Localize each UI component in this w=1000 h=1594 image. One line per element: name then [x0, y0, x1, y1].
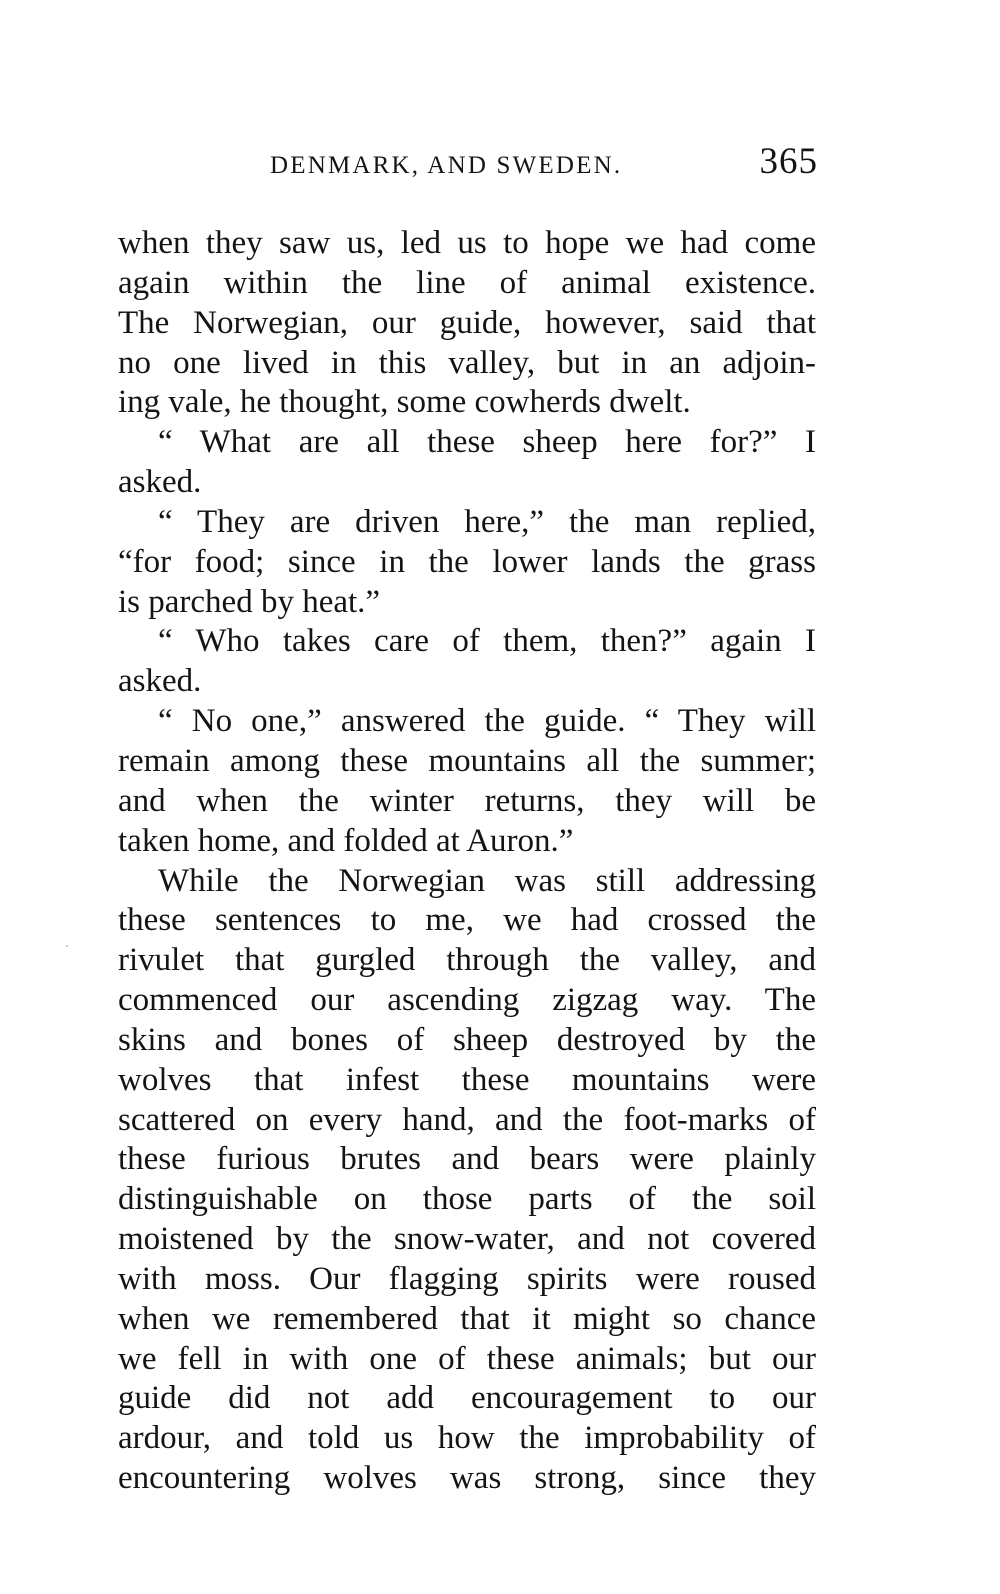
- text-line: distinguishable on those parts of the soil: [118, 1181, 816, 1218]
- text-line: is parched by heat.”: [118, 583, 381, 620]
- text-line: ing vale, he thought, some cowherds dwelt.: [118, 384, 691, 421]
- text-line: “ What are all these sheep here for?” I: [158, 424, 816, 461]
- text-line: “for food; since in the lower lands the grass: [118, 543, 816, 580]
- text-line: again within the line of animal existence.: [118, 264, 816, 301]
- text-line: when they saw us, led us to hope we had come: [118, 225, 816, 261]
- text-line: these furious brutes and bears were plainly: [118, 1141, 816, 1178]
- text-line: with moss. Our flagging spirits were roused: [118, 1260, 816, 1297]
- text-line: “ Who takes care of them, then?” again I: [158, 623, 816, 660]
- text-line: remain among these mountains all the summer;: [118, 742, 816, 779]
- running-header: [118, 140, 818, 190]
- text-line: asked.: [118, 663, 202, 700]
- text-line: these sentences to me, we had crossed the: [118, 902, 816, 939]
- text-line: ardour, and told us how the improbability of: [118, 1420, 816, 1457]
- text-line: “ They are driven here,” the man replied,: [158, 503, 816, 540]
- text-line: asked.: [118, 464, 202, 501]
- text-line: guide did not add encouragement to our: [118, 1380, 816, 1417]
- text-line: “ No one,” answered the guide. “ They will: [158, 703, 816, 740]
- running-title: DENMARK, AND SWEDEN.: [270, 152, 623, 179]
- text-line: rivulet that gurgled through the valley, and: [118, 942, 816, 979]
- text-line: commenced our ascending zigzag way. The: [118, 982, 816, 1019]
- body-text: [118, 224, 816, 1499]
- text-line: wolves that infest these mountains were: [118, 1061, 816, 1098]
- text-line: encountering wolves was strong, since they: [118, 1460, 816, 1497]
- text-line: scattered on every hand, and the foot-marks of: [118, 1101, 816, 1138]
- paper-speck: [66, 945, 68, 947]
- text-line: when we remembered that it might so chance: [118, 1300, 816, 1337]
- text-line: no one lived in this valley, but in an adjoin-: [118, 344, 816, 381]
- text-line: we fell in with one of these animals; but our: [118, 1340, 816, 1377]
- text-line: moistened by the snow-water, and not covered: [118, 1221, 816, 1258]
- text-line: The Norwegian, our guide, however, said that: [118, 304, 816, 341]
- page-number: 365: [759, 141, 818, 182]
- text-line: taken home, and folded at Auron.”: [118, 822, 574, 859]
- text-line: While the Norwegian was still addressing: [158, 862, 816, 899]
- text-line: skins and bones of sheep destroyed by the: [118, 1021, 816, 1058]
- text-line: and when the winter returns, they will be: [118, 782, 816, 819]
